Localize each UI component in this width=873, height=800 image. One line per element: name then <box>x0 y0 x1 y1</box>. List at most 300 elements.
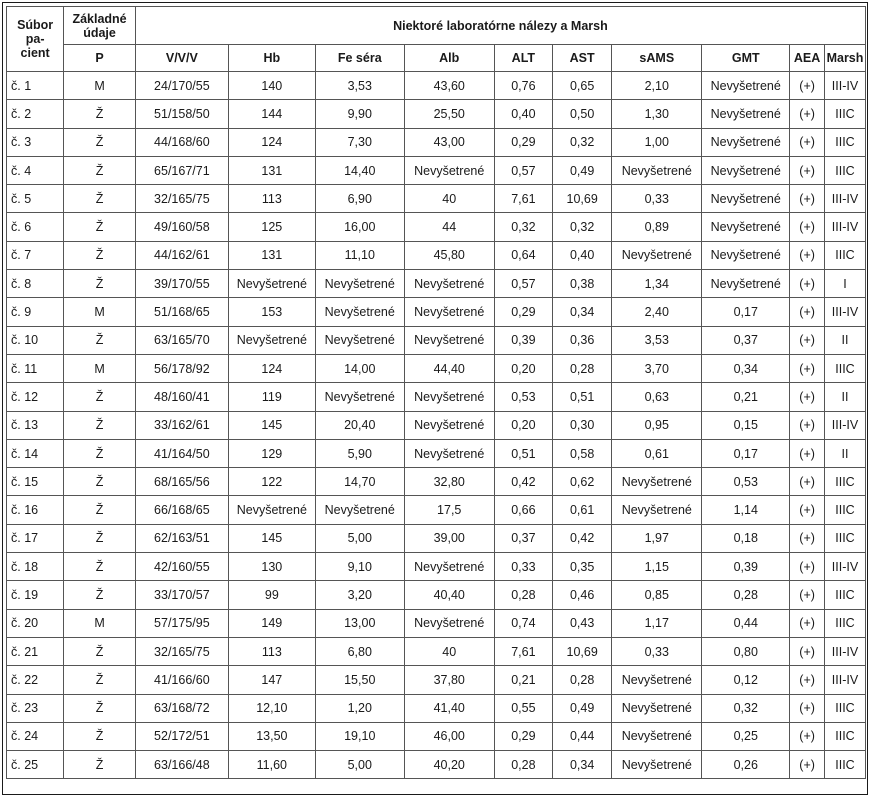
table-cell: 0,37 <box>702 326 790 354</box>
table-cell: 6,90 <box>315 185 404 213</box>
patient-id-cell: č. 20 <box>7 609 64 637</box>
table-row <box>7 185 866 213</box>
patient-id-cell: č. 21 <box>7 637 64 665</box>
table-cell: 129 <box>228 439 315 467</box>
table-cell: 9,90 <box>315 100 404 128</box>
table-cell: 39/170/55 <box>135 270 228 298</box>
table-cell: III-IV <box>824 553 865 581</box>
table-cell: (+) <box>790 666 825 694</box>
table-cell: 2,40 <box>612 298 702 326</box>
table-cell: III-IV <box>824 411 865 439</box>
patient-id-cell: č. 2 <box>7 100 64 128</box>
column-header: Marsh <box>824 45 865 72</box>
table-row <box>7 609 866 637</box>
table-cell: Ž <box>64 270 136 298</box>
table-row <box>7 439 866 467</box>
table-cell: Nevyšetrené <box>612 694 702 722</box>
patient-id-cell: č. 25 <box>7 751 64 779</box>
table-cell: 131 <box>228 241 315 269</box>
table-cell: 32/165/75 <box>135 185 228 213</box>
table-cell: 1,17 <box>612 609 702 637</box>
table-cell: 44 <box>404 213 494 241</box>
column-header: Hb <box>228 45 315 72</box>
table-cell: Nevyšetrené <box>612 241 702 269</box>
table-cell: 0,32 <box>553 128 612 156</box>
table-cell: (+) <box>790 524 825 552</box>
table-cell: 124 <box>228 128 315 156</box>
table-row <box>7 411 866 439</box>
table-cell: Ž <box>64 185 136 213</box>
subor-line2: pa- <box>25 32 45 46</box>
table-row <box>7 468 866 496</box>
table-cell: 0,39 <box>494 326 552 354</box>
table-cell: 1,34 <box>612 270 702 298</box>
table-cell: 0,29 <box>494 298 552 326</box>
table-cell: 0,34 <box>553 298 612 326</box>
table-cell: Nevyšetrené <box>315 270 404 298</box>
zakladne-udaje-header <box>64 7 136 45</box>
table-row <box>7 156 866 184</box>
table-cell: 144 <box>228 100 315 128</box>
table-cell: (+) <box>790 411 825 439</box>
table-cell: 0,20 <box>494 354 552 382</box>
table-cell: 3,20 <box>315 581 404 609</box>
table-cell: 63/168/72 <box>135 694 228 722</box>
table-row <box>7 383 866 411</box>
table-cell: 0,74 <box>494 609 552 637</box>
table-cell: 0,62 <box>553 468 612 496</box>
table-cell: Ž <box>64 637 136 665</box>
table-cell: 1,00 <box>612 128 702 156</box>
table-cell: 113 <box>228 185 315 213</box>
table-cell: 7,61 <box>494 185 552 213</box>
table-cell: M <box>64 72 136 100</box>
table-cell: Nevyšetrené <box>228 270 315 298</box>
table-cell: I <box>824 270 865 298</box>
table-cell: 0,30 <box>553 411 612 439</box>
patient-id-cell: č. 13 <box>7 411 64 439</box>
patient-id-cell: č. 3 <box>7 128 64 156</box>
table-cell: 0,57 <box>494 156 552 184</box>
table-cell: 0,21 <box>702 383 790 411</box>
table-cell: 0,32 <box>553 213 612 241</box>
table-cell: 0,37 <box>494 524 552 552</box>
table-cell: IIIC <box>824 722 865 750</box>
table-cell: 65/167/71 <box>135 156 228 184</box>
patient-id-cell: č. 9 <box>7 298 64 326</box>
table-cell: 10,69 <box>553 185 612 213</box>
table-cell: 0,89 <box>612 213 702 241</box>
subor-line3: cient <box>20 46 50 60</box>
table-row <box>7 581 866 609</box>
table-cell: IIIC <box>824 468 865 496</box>
table-cell: Nevyšetrené <box>404 270 494 298</box>
table-cell: IIIC <box>824 241 865 269</box>
zakladne-line2: údaje <box>83 25 116 40</box>
table-cell: 9,10 <box>315 553 404 581</box>
table-row <box>7 354 866 382</box>
table-cell: 125 <box>228 213 315 241</box>
table-cell: 0,44 <box>553 722 612 750</box>
table-cell: 68/165/56 <box>135 468 228 496</box>
group-title-header: Niektoré laboratórne nálezy a Marsh <box>135 7 865 45</box>
column-header: GMT <box>702 45 790 72</box>
table-cell: 12,10 <box>228 694 315 722</box>
table-cell: 0,43 <box>553 609 612 637</box>
table-cell: 0,39 <box>702 553 790 581</box>
table-cell: Nevyšetrené <box>612 666 702 694</box>
table-cell: IIIC <box>824 581 865 609</box>
table-cell: Nevyšetrené <box>612 722 702 750</box>
patient-id-cell: č. 22 <box>7 666 64 694</box>
table-cell: 0,29 <box>494 722 552 750</box>
table-cell: Nevyšetrené <box>702 213 790 241</box>
patient-id-cell: č. 14 <box>7 439 64 467</box>
table-cell: 149 <box>228 609 315 637</box>
table-cell: 45,80 <box>404 241 494 269</box>
table-cell: Nevyšetrené <box>228 496 315 524</box>
table-cell: 24/170/55 <box>135 72 228 100</box>
table-cell: 0,33 <box>612 185 702 213</box>
table-cell: M <box>64 298 136 326</box>
table-cell: Nevyšetrené <box>612 156 702 184</box>
table-cell: 0,35 <box>553 553 612 581</box>
table-cell: (+) <box>790 100 825 128</box>
table-row <box>7 722 866 750</box>
table-cell: 0,85 <box>612 581 702 609</box>
table-cell: (+) <box>790 751 825 779</box>
table-cell: Nevyšetrené <box>404 609 494 637</box>
table-cell: 145 <box>228 524 315 552</box>
table-cell: 10,69 <box>553 637 612 665</box>
patient-id-cell: č. 16 <box>7 496 64 524</box>
table-cell: 0,61 <box>612 439 702 467</box>
column-header: sAMS <box>612 45 702 72</box>
table-cell: 0,55 <box>494 694 552 722</box>
table-cell: 113 <box>228 637 315 665</box>
table-cell: 51/168/65 <box>135 298 228 326</box>
table-cell: 0,66 <box>494 496 552 524</box>
zakladne-line1: Základné <box>72 11 127 26</box>
table-cell: (+) <box>790 326 825 354</box>
table-cell: 41/166/60 <box>135 666 228 694</box>
patient-id-cell: č. 7 <box>7 241 64 269</box>
table-cell: 0,26 <box>702 751 790 779</box>
table-cell: 62/163/51 <box>135 524 228 552</box>
table-cell: IIIC <box>824 694 865 722</box>
table-cell: (+) <box>790 241 825 269</box>
table-cell: 13,50 <box>228 722 315 750</box>
table-cell: Nevyšetrené <box>404 553 494 581</box>
table-cell: Ž <box>64 100 136 128</box>
table-cell: IIIC <box>824 128 865 156</box>
table-cell: 0,61 <box>553 496 612 524</box>
table-cell: 41/164/50 <box>135 439 228 467</box>
table-cell: (+) <box>790 553 825 581</box>
table-cell: Nevyšetrené <box>702 241 790 269</box>
table-cell: (+) <box>790 156 825 184</box>
table-row <box>7 694 866 722</box>
table-cell: 43,60 <box>404 72 494 100</box>
table-cell: Nevyšetrené <box>612 751 702 779</box>
table-cell: 51/158/50 <box>135 100 228 128</box>
table-cell: (+) <box>790 609 825 637</box>
patient-id-cell: č. 4 <box>7 156 64 184</box>
table-cell: 130 <box>228 553 315 581</box>
table-cell: II <box>824 326 865 354</box>
column-header: Alb <box>404 45 494 72</box>
patient-id-cell: č. 10 <box>7 326 64 354</box>
subor-line1: Súbor <box>17 18 54 32</box>
table-cell: 5,90 <box>315 439 404 467</box>
table-cell: 0,80 <box>702 637 790 665</box>
table-cell: IIIC <box>824 100 865 128</box>
table-cell: 0,21 <box>494 666 552 694</box>
table-cell: Nevyšetrené <box>702 270 790 298</box>
table-cell: M <box>64 609 136 637</box>
table-cell: 44,40 <box>404 354 494 382</box>
table-cell: 63/165/70 <box>135 326 228 354</box>
table-cell: 0,15 <box>702 411 790 439</box>
table-cell: 0,34 <box>702 354 790 382</box>
table-cell: Nevyšetrené <box>702 128 790 156</box>
patient-id-cell: č. 23 <box>7 694 64 722</box>
table-cell: II <box>824 439 865 467</box>
table-cell: 3,53 <box>315 72 404 100</box>
table-cell: (+) <box>790 213 825 241</box>
table-cell: 41,40 <box>404 694 494 722</box>
table-cell: 0,28 <box>702 581 790 609</box>
table-cell: Ž <box>64 694 136 722</box>
table-cell: 0,76 <box>494 72 552 100</box>
table-cell: 42/160/55 <box>135 553 228 581</box>
table-cell: 0,40 <box>494 100 552 128</box>
table-cell: Ž <box>64 213 136 241</box>
table-cell: 32,80 <box>404 468 494 496</box>
table-row <box>7 553 866 581</box>
table-cell: IIIC <box>824 354 865 382</box>
table-cell: 0,34 <box>553 751 612 779</box>
table-cell: Ž <box>64 666 136 694</box>
table-cell: M <box>64 354 136 382</box>
table-cell: Ž <box>64 751 136 779</box>
table-cell: (+) <box>790 72 825 100</box>
table-cell: 56/178/92 <box>135 354 228 382</box>
table-row <box>7 637 866 665</box>
table-cell: III-IV <box>824 298 865 326</box>
table-cell: 1,14 <box>702 496 790 524</box>
table-cell: 1,97 <box>612 524 702 552</box>
table-cell: 0,33 <box>612 637 702 665</box>
table-cell: 0,46 <box>553 581 612 609</box>
table-cell: 40 <box>404 637 494 665</box>
table-cell: 0,65 <box>553 72 612 100</box>
table-cell: Ž <box>64 496 136 524</box>
table-row <box>7 72 866 100</box>
table-cell: (+) <box>790 270 825 298</box>
table-cell: 0,28 <box>553 354 612 382</box>
table-cell: Ž <box>64 439 136 467</box>
table-cell: (+) <box>790 581 825 609</box>
table-row <box>7 213 866 241</box>
table-cell: IIIC <box>824 496 865 524</box>
table-cell: 39,00 <box>404 524 494 552</box>
table-cell: 131 <box>228 156 315 184</box>
table-cell: III-IV <box>824 72 865 100</box>
table-cell: 16,00 <box>315 213 404 241</box>
table-cell: 0,18 <box>702 524 790 552</box>
table-cell: 11,60 <box>228 751 315 779</box>
table-cell: Nevyšetrené <box>612 496 702 524</box>
table-cell: Nevyšetrené <box>404 156 494 184</box>
table-row <box>7 326 866 354</box>
table-cell: 32/165/75 <box>135 637 228 665</box>
column-header: V/V/V <box>135 45 228 72</box>
table-cell: 119 <box>228 383 315 411</box>
table-cell: 0,49 <box>553 694 612 722</box>
table-cell: (+) <box>790 439 825 467</box>
table-cell: IIIC <box>824 156 865 184</box>
table-cell: (+) <box>790 694 825 722</box>
table-cell: 48/160/41 <box>135 383 228 411</box>
lab-results-table <box>6 6 866 779</box>
table-cell: 140 <box>228 72 315 100</box>
table-cell: 0,29 <box>494 128 552 156</box>
table-cell: 0,32 <box>702 694 790 722</box>
table-cell: Ž <box>64 326 136 354</box>
patient-id-cell: č. 5 <box>7 185 64 213</box>
table-cell: III-IV <box>824 185 865 213</box>
table-row <box>7 524 866 552</box>
table-cell: IIIC <box>824 751 865 779</box>
table-cell: 37,80 <box>404 666 494 694</box>
table-cell: Nevyšetrené <box>315 496 404 524</box>
table-cell: 0,12 <box>702 666 790 694</box>
table-cell: III-IV <box>824 213 865 241</box>
table-cell: 1,15 <box>612 553 702 581</box>
table-cell: 25,50 <box>404 100 494 128</box>
table-body <box>7 72 866 779</box>
patient-id-cell: č. 19 <box>7 581 64 609</box>
table-cell: 0,58 <box>553 439 612 467</box>
column-header: P <box>64 45 136 72</box>
table-cell: 0,64 <box>494 241 552 269</box>
table-cell: Ž <box>64 128 136 156</box>
table-cell: Ž <box>64 524 136 552</box>
patient-id-cell: č. 17 <box>7 524 64 552</box>
table-cell: Nevyšetrené <box>702 185 790 213</box>
table-cell: (+) <box>790 468 825 496</box>
column-header: Fe séra <box>315 45 404 72</box>
table-cell: Nevyšetrené <box>404 298 494 326</box>
table-cell: 0,53 <box>494 383 552 411</box>
table-cell: Ž <box>64 411 136 439</box>
table-cell: 46,00 <box>404 722 494 750</box>
table-cell: Ž <box>64 156 136 184</box>
table-cell: 40,40 <box>404 581 494 609</box>
table-cell: III-IV <box>824 637 865 665</box>
table-cell: 0,28 <box>494 581 552 609</box>
column-header: AEA <box>790 45 825 72</box>
table-cell: II <box>824 383 865 411</box>
patient-id-cell: č. 1 <box>7 72 64 100</box>
table-cell: Ž <box>64 468 136 496</box>
table-cell: 57/175/95 <box>135 609 228 637</box>
table-cell: 0,36 <box>553 326 612 354</box>
table-cell: 0,28 <box>494 751 552 779</box>
table-cell: Nevyšetrené <box>404 326 494 354</box>
table-cell: Nevyšetrené <box>228 326 315 354</box>
table-cell: (+) <box>790 722 825 750</box>
table-cell: 0,25 <box>702 722 790 750</box>
patient-id-cell: č. 6 <box>7 213 64 241</box>
table-cell: 33/162/61 <box>135 411 228 439</box>
table-cell: 40,20 <box>404 751 494 779</box>
table-cell: Ž <box>64 722 136 750</box>
table-cell: (+) <box>790 128 825 156</box>
table-cell: Nevyšetrené <box>404 411 494 439</box>
table-cell: 0,57 <box>494 270 552 298</box>
subor-pacient-header <box>7 7 64 72</box>
table-cell: 20,40 <box>315 411 404 439</box>
table-cell: 14,40 <box>315 156 404 184</box>
table-cell: Ž <box>64 581 136 609</box>
table-cell: 44/162/61 <box>135 241 228 269</box>
table-cell: 0,20 <box>494 411 552 439</box>
column-header: ALT <box>494 45 552 72</box>
table-cell: (+) <box>790 354 825 382</box>
table-cell: Ž <box>64 383 136 411</box>
table-cell: 0,51 <box>494 439 552 467</box>
table-row <box>7 666 866 694</box>
patient-id-cell: č. 8 <box>7 270 64 298</box>
table-cell: 17,5 <box>404 496 494 524</box>
table-cell: 0,38 <box>553 270 612 298</box>
table-cell: 99 <box>228 581 315 609</box>
patient-id-cell: č. 11 <box>7 354 64 382</box>
table-cell: (+) <box>790 383 825 411</box>
table-cell: (+) <box>790 298 825 326</box>
table-cell: 0,40 <box>553 241 612 269</box>
table-cell: 0,51 <box>553 383 612 411</box>
table-cell: 11,10 <box>315 241 404 269</box>
table-cell: 124 <box>228 354 315 382</box>
table-cell: 7,30 <box>315 128 404 156</box>
table-cell: 44/168/60 <box>135 128 228 156</box>
table-cell: 147 <box>228 666 315 694</box>
table-cell: 19,10 <box>315 722 404 750</box>
patient-id-cell: č. 15 <box>7 468 64 496</box>
table-cell: 52/172/51 <box>135 722 228 750</box>
table-cell: Ž <box>64 553 136 581</box>
table-cell: III-IV <box>824 666 865 694</box>
table-cell: 43,00 <box>404 128 494 156</box>
table-cell: Nevyšetrené <box>404 383 494 411</box>
table-cell: IIIC <box>824 609 865 637</box>
table-cell: 0,63 <box>612 383 702 411</box>
table-cell: 3,53 <box>612 326 702 354</box>
table-cell: 15,50 <box>315 666 404 694</box>
table-cell: Nevyšetrené <box>315 383 404 411</box>
table-cell: 1,20 <box>315 694 404 722</box>
table-cell: 0,28 <box>553 666 612 694</box>
table-cell: 40 <box>404 185 494 213</box>
table-cell: Nevyšetrené <box>315 326 404 354</box>
table-cell: 5,00 <box>315 751 404 779</box>
table-row <box>7 496 866 524</box>
table-cell: (+) <box>790 496 825 524</box>
table-cell: 0,42 <box>494 468 552 496</box>
